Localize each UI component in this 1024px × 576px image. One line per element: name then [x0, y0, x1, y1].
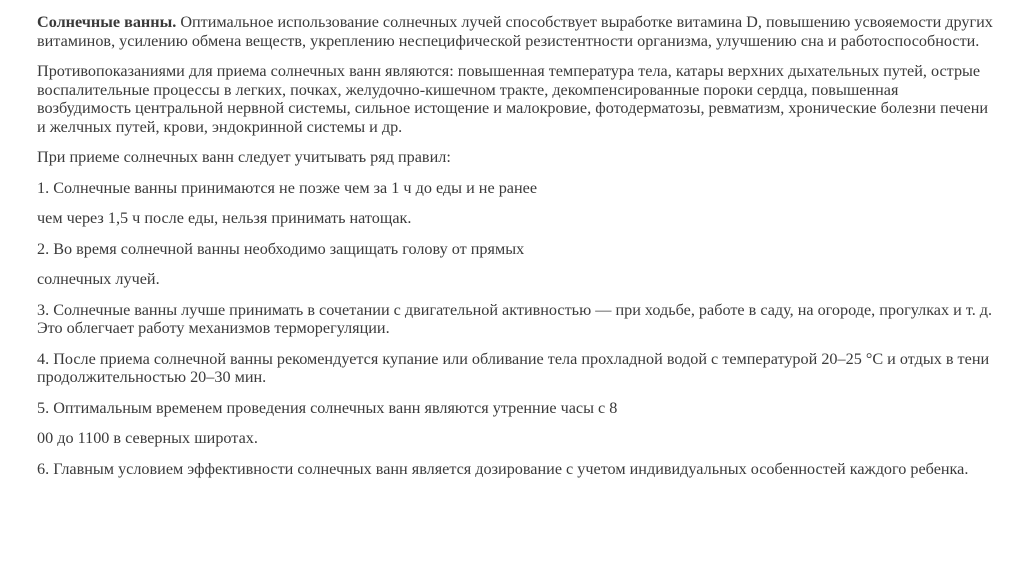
rules-intro: При приеме солнечных ванн следует учитывать ряд правил:: [37, 148, 451, 166]
document-body: [37, 13, 995, 490]
intro-text: Оптимальное использование солнечных лучей способствует выработке витамина D, повышению усвояемости других витаминов, усилению обмена веществ, укреплению неспецифической резистентности организма, улучшению сна и работоспособности.: [37, 13, 993, 50]
rule-6: 6. Главным условием эффективности солнечных ванн является дозирование с учетом индивидуальных особенностей каждого ребенка.: [37, 459, 969, 478]
rule-3: 3. Солнечные ванны лучше принимать в сочетании с двигательной активностью — при ходьбе, работе в саду, на огороде, прогулках и т. д. Это облегчает работу механизмов терморегуляции.: [37, 300, 993, 337]
rule-1-line-2: чем через 1,5 ч после еды, нельзя принимать натощак.: [37, 209, 412, 227]
rule-2-line-2: солнечных лучей.: [37, 270, 160, 288]
intro-paragraph: [37, 13, 995, 50]
rule-2-line-1: 2. Во время солнечной ванны необходимо защищать голову от прямых: [37, 239, 525, 258]
rule-4: 4. После приема солнечной ванны рекомендуется купание или обливание тела прохладной водой с температурой 20–25 °С и отдых в тени продолжительностью 20–30 мин.: [37, 349, 990, 386]
intro-heading: Солнечные ванны.: [37, 13, 177, 31]
rule-5-line-2: 00 до 1100 в северных широтах.: [37, 429, 258, 447]
rule-5-line-1: 5. Оптимальным временем проведения солнечных ванн являются утренние часы с 8: [37, 398, 618, 417]
contraindications-paragraph: Противопоказаниями для приема солнечных ванн являются: повышенная температура тела, катары верхних дыхательных путей, острые воспалительные процессы в легких, почках, желудочно-кишечном тракте, декомпенсированные пороки сердца, повышенная возбудимость центральной нервной системы, сильное истощение и малокровие, фотодерматозы, ревматизм, хронические болезни печени и желчных путей, крови, эндокринной системы и др.: [37, 62, 989, 136]
rule-1-line-1: 1. Солнечные ванны принимаются не позже чем за 1 ч до еды и не ранее: [37, 178, 538, 197]
